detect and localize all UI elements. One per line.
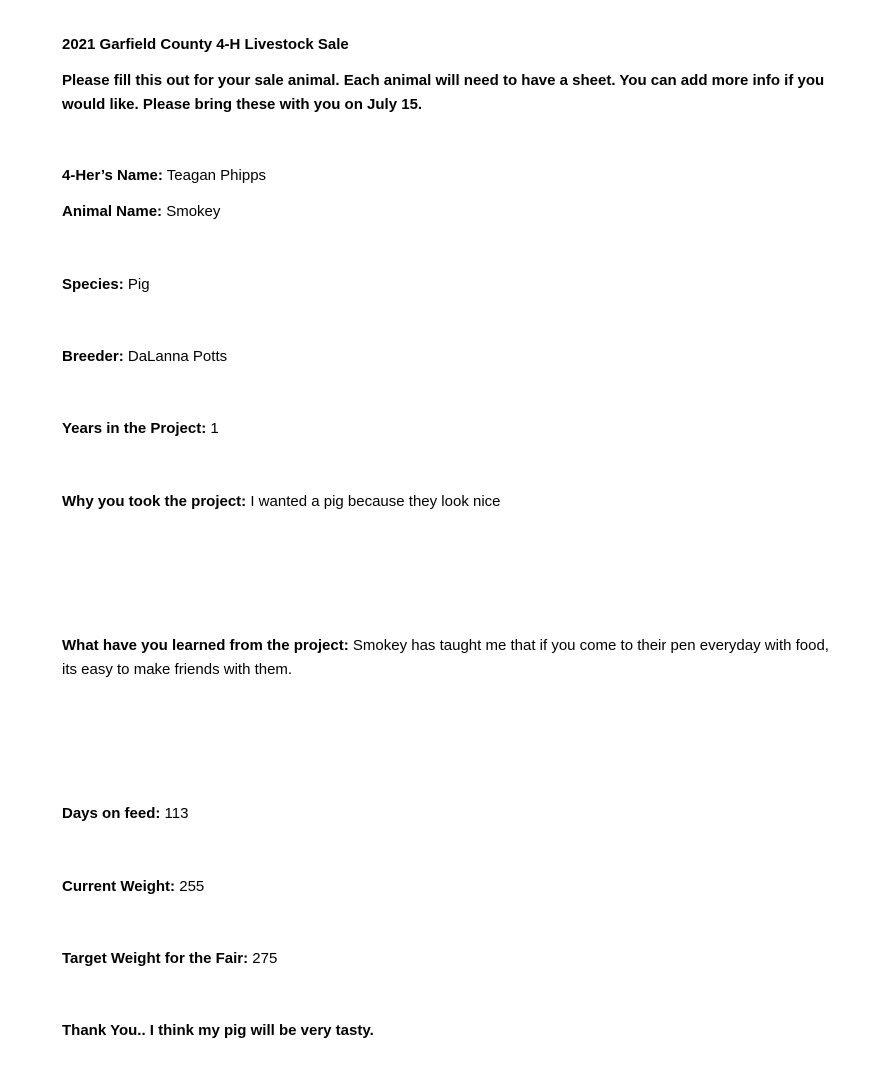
field-value: Smokey has taught me that if you come to their pen everyday with food, its easy to make friends with them. <box>62 637 829 678</box>
field-target-weight <box>62 947 277 970</box>
field-years-in-project <box>62 417 219 440</box>
field-current-weight <box>62 875 204 898</box>
field-value: Teagan Phipps <box>166 167 267 184</box>
field-value: DaLanna Potts <box>127 348 228 365</box>
field-days-on-feed <box>62 802 188 825</box>
field-animal-name <box>62 200 220 223</box>
field-label: Current Weight: <box>62 878 176 895</box>
field-value: Pig <box>127 276 150 293</box>
field-label: Days on feed: <box>62 805 161 822</box>
field-value: 1 <box>210 420 219 437</box>
field-value: Smokey <box>166 203 221 220</box>
field-label: Animal Name: <box>62 203 163 220</box>
field-species <box>62 273 150 296</box>
closing-text: Thank You.. I think my pig will be very tasty. <box>62 1022 374 1039</box>
field-label: Breeder: <box>62 348 124 365</box>
field-breeder <box>62 345 227 368</box>
document-title: 2021 Garfield County 4-H Livestock Sale <box>62 36 349 53</box>
field-label: Years in the Project: <box>62 420 207 437</box>
field-value: 275 <box>252 950 278 967</box>
field-value: 113 <box>164 805 189 822</box>
field-label: Species: <box>62 276 124 293</box>
field-value: 255 <box>179 878 205 895</box>
field-value: I wanted a pig because they look nice <box>250 493 501 510</box>
field-why-project <box>62 490 501 513</box>
field-learned <box>62 634 832 682</box>
field-label: Why you took the project: <box>62 493 247 510</box>
field-label: What have you learned from the project: <box>62 637 349 654</box>
field-label: 4-Her’s Name: <box>62 167 163 184</box>
field-4her-name <box>62 164 266 187</box>
instructions-text: Please fill this out for your sale animal. Each animal will need to have a sheet. You can add more info if you would like. Please bring these with you on July 15. <box>62 72 825 113</box>
field-label: Target Weight for the Fair: <box>62 950 249 967</box>
